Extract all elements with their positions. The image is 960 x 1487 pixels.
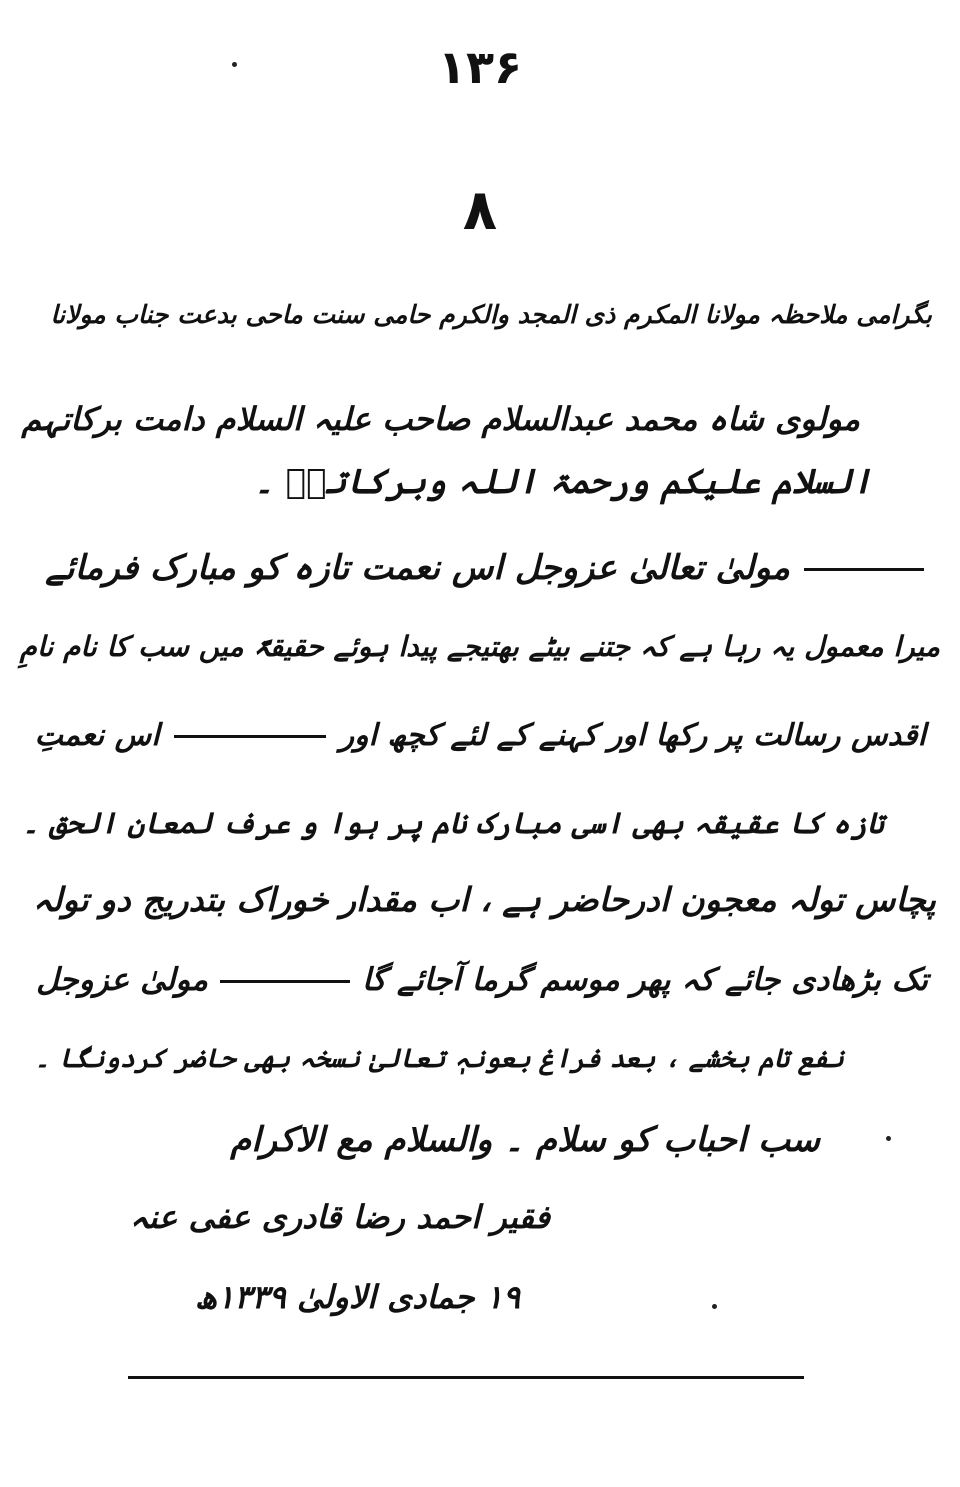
body-line-6-text: تک بڑھادی جائے کہ پھر موسم گرما آجائے گا (361, 962, 928, 998)
speck (232, 62, 237, 67)
speck (886, 1136, 891, 1141)
body-line-3-text: اقدس رسالت پر رکھا اور کہنے کے لئے کچھ اور (339, 718, 926, 753)
body-line-7: نفع تام بخشے ، بعد فراغ بعونہٖ تعالیٰ نسخہ بھی حاضر کردونگا ۔ (34, 1044, 844, 1074)
closing-line: سب احباب کو سلام ۔ والسلام مع الاکرام (230, 1120, 820, 1160)
footer-rule (128, 1376, 804, 1379)
page-number: ۱۳۶ (437, 40, 523, 94)
body-line-1-text: مولیٰ تعالیٰ عزوجل اس نعمت تازہ کو مبارک فرمائے (45, 548, 790, 588)
dash-rule (220, 980, 350, 983)
body-line-1 (45, 548, 924, 589)
signature: فقیر احمد رضا قادری عفی عنہ (129, 1198, 550, 1236)
dash-rule (804, 568, 924, 571)
body-line-2: میرا معمول یہ رہا ہے کہ جتنے بیٹے بھتیجے پیدا ہوئے حقیقۃً میں سب کا نام نامِ (19, 630, 940, 663)
body-line-6-end: مولیٰ عزوجل (36, 962, 208, 998)
body-line-3-end: اس نعمتِ (34, 718, 160, 753)
greeting-line: السلام علیکم ورحمۃ اللہ وبرکاتہٗ ۔ (254, 462, 872, 502)
date-line: ۱۹ جمادی الاولیٰ ۱۳۳۹ھ (194, 1278, 520, 1316)
body-line-3 (35, 718, 926, 754)
body-line-5: پچاس تولہ معجون ادرحاضر ہے ، اب مقدار خوراک بتدریج دو تولہ (32, 880, 936, 919)
letter-number: ۸ (462, 178, 498, 243)
speck (712, 1304, 717, 1309)
salutation-line-1: بگرامی ملاحظہ مولانا المکرم ذی المجد والکرم حامی سنت ماحی بدعت جناب مولانا (50, 300, 932, 329)
salutation-line-2: مولوی شاہ محمد عبدالسلام صاحب علیہ السلام دامت برکاتہم (21, 400, 860, 438)
dash-rule (174, 735, 326, 738)
body-line-4: تازہ کا عقیقہ بھی اسی مبارک نام پر ہوا و عرف لمعان الحق ۔ (22, 806, 884, 840)
body-line-6 (36, 962, 928, 999)
